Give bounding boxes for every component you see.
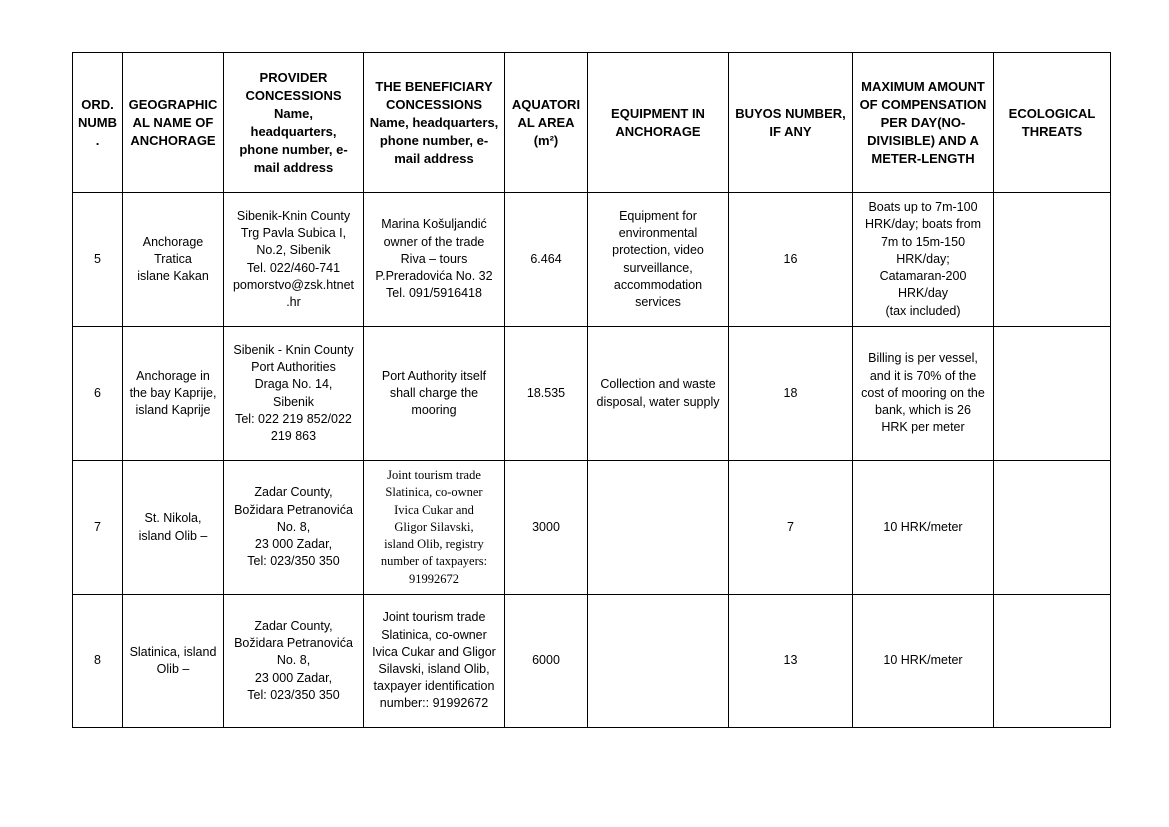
cell-text-line: ANCHORAGE: [130, 132, 216, 148]
cell-text-line: Gligor Silavski,: [394, 519, 474, 534]
cell-text-line: number of taxpayers:: [380, 554, 488, 569]
cell-text-line: OF COMPENSATION: [859, 96, 987, 112]
cell-max-compensation: [853, 193, 994, 327]
cell-text-line: MAXIMUM AMOUNT: [861, 78, 985, 94]
cell-text-line: Port Authority itself: [381, 368, 487, 383]
cell-text-line: (m²): [533, 132, 559, 148]
cell-text-line: Collection and waste: [600, 377, 716, 392]
cell-ord: 7: [73, 461, 123, 595]
cell-text-line: Božidara Petranovića: [234, 636, 353, 651]
cell-text-line: DIVISIBLE) AND A: [867, 132, 979, 148]
cell-text-line: HRK/day; boats from: [864, 217, 981, 232]
cell-name: [123, 327, 224, 461]
cell-text-line: Tel. 022/460-741: [246, 260, 341, 275]
cell-text-line: AQUATORI: [511, 96, 581, 112]
cell-area: 18.535: [505, 327, 588, 461]
cell-text-line: Slatinica, island: [129, 644, 217, 659]
header-max-compensation: [853, 53, 994, 193]
cell-text-line: and it is 70% of the: [869, 368, 977, 383]
cell-text-line: THREATS: [1021, 123, 1083, 139]
cell-area: 3000: [505, 461, 588, 595]
cell-text-line: islane Kakan: [137, 269, 209, 284]
cell-text-line: AL AREA: [517, 114, 575, 130]
cell-text-line: EQUIPMENT IN: [611, 105, 705, 121]
cell-max-compensation: [853, 461, 994, 595]
cell-text-line: mail address: [394, 150, 474, 166]
cell-name: [123, 595, 224, 728]
cell-text-line: ANCHORAGE: [615, 123, 701, 139]
cell-provider: [224, 595, 364, 728]
cell-text-line: Draga No. 14,: [254, 377, 333, 392]
cell-equipment: [588, 461, 729, 595]
cell-text-line: Ivica Cukar and Gligor: [372, 644, 496, 659]
header-row: [73, 53, 1111, 193]
cell-equipment: [588, 327, 729, 461]
cell-text-line: CONCESSIONS: [245, 87, 342, 103]
cell-text-line: number:: 91992672: [379, 696, 489, 711]
cell-text-line: St. Nikola,: [144, 511, 202, 526]
table-row: [73, 327, 1111, 461]
cell-text-line: HRK/day: [897, 286, 949, 301]
cell-text-line: 219 863: [270, 428, 317, 443]
header-ecological-threats: [994, 53, 1111, 193]
cell-text-line: Catamaran-200: [879, 269, 967, 284]
header-provider-concessions: [224, 53, 364, 193]
cell-text-line: disposal, water supply: [596, 394, 720, 409]
cell-text-line: mail address: [253, 159, 334, 175]
cell-text-line: 10 HRK/meter: [883, 653, 963, 668]
cell-text-line: (tax included): [885, 303, 961, 318]
cell-text-line: P.Preradovića No. 32: [375, 269, 493, 284]
cell-ord: 6: [73, 327, 123, 461]
cell-text-line: 10 HRK/meter: [883, 519, 963, 534]
cell-text-line: Billing is per vessel,: [868, 351, 978, 366]
cell-text-line: Anchorage: [142, 234, 204, 249]
cell-text-line: Olib –: [156, 662, 190, 676]
cell-text-line: island Olib, registry: [384, 537, 484, 552]
cell-text-line: surveillance,: [623, 260, 693, 275]
cell-text-line: Marina Košuljandić: [381, 217, 487, 232]
cell-text-line: Trg Pavla Subica I,: [240, 226, 347, 241]
cell-text-line: 91992672: [409, 571, 459, 586]
cell-text-line: Silavski, island Olib,: [378, 662, 490, 676]
cell-buoys: 16: [729, 193, 853, 327]
cell-text-line: NUMB: [78, 114, 117, 130]
cell-threats: [994, 327, 1111, 461]
cell-text-line: Zadar County,: [254, 485, 333, 500]
cell-text-line: METER-LENGTH: [871, 150, 975, 166]
cell-text-line: No. 8,: [276, 519, 311, 534]
cell-text-line: 23 000 Zadar,: [254, 670, 333, 685]
cell-text-line: Port Authorities: [251, 360, 336, 375]
cell-text-line: island Kaprije: [135, 403, 211, 418]
cell-text-line: IF ANY: [769, 123, 812, 139]
cell-text-line: pomorstvo@zsk.htnet: [232, 277, 355, 292]
cell-text-line: HRK per meter: [881, 420, 965, 435]
anchorage-concessions-table: [72, 52, 1111, 728]
cell-text-line: phone number, e-: [239, 141, 348, 157]
header-ord-number: [73, 53, 123, 193]
cell-text-line: Sibenik: [273, 394, 314, 409]
cell-text-line: .hr: [286, 294, 301, 309]
cell-text-line: Riva – tours: [400, 251, 468, 266]
cell-text-line: owner of the trade: [383, 234, 485, 249]
cell-text-line: Slatinica, co-owner: [385, 485, 483, 500]
cell-text-line: AL NAME OF: [132, 114, 214, 130]
cell-text-line: Boats up to 7m-100: [868, 200, 978, 215]
cell-threats: [994, 193, 1111, 327]
table-row: [73, 193, 1111, 327]
cell-beneficiary: [364, 595, 505, 728]
cell-text-line: PROVIDER: [259, 69, 328, 85]
cell-text-line: phone number, e-: [379, 132, 489, 148]
cell-provider: [224, 461, 364, 595]
cell-ord: 8: [73, 595, 123, 728]
cell-text-line: Sibenik-Knin County: [236, 208, 351, 223]
cell-text-line: Zadar County,: [254, 618, 333, 633]
cell-provider: [224, 327, 364, 461]
cell-text-line: protection, video: [612, 243, 704, 258]
cell-text-line: Joint tourism trade: [382, 610, 486, 625]
cell-text-line: 23 000 Zadar,: [254, 537, 333, 552]
cell-text-line: bank, which is 26: [875, 403, 971, 418]
cell-text-line: No. 8,: [276, 653, 311, 668]
cell-name: [123, 461, 224, 595]
cell-text-line: Joint tourism trade: [387, 468, 481, 483]
cell-max-compensation: [853, 327, 994, 461]
header-geographical-name: [123, 53, 224, 193]
cell-text-line: taxpayer identification: [373, 679, 495, 694]
cell-threats: [994, 461, 1111, 595]
cell-text-line: Tel. 091/5916418: [386, 286, 482, 301]
cell-text-line: Tratica: [154, 251, 192, 266]
cell-equipment: [588, 595, 729, 728]
cell-buoys: 7: [729, 461, 853, 595]
cell-text-line: the bay Kaprije,: [129, 385, 217, 400]
cell-text-line: environmental: [618, 226, 698, 241]
cell-beneficiary: [364, 327, 505, 461]
header-buoys-number: [729, 53, 853, 193]
cell-beneficiary: [364, 193, 505, 327]
cell-text-line: Name,: [273, 105, 314, 121]
cell-text-line: CONCESSIONS: [385, 96, 483, 112]
cell-text-line: PER DAY(NO-: [880, 114, 966, 130]
cell-text-line: Tel: 022 219 852/022: [235, 411, 352, 426]
cell-name: [123, 193, 224, 327]
cell-area: 6000: [505, 595, 588, 728]
cell-text-line: headquarters,: [250, 123, 337, 139]
cell-threats: [994, 595, 1111, 728]
cell-text-line: cost of mooring on the: [861, 385, 985, 400]
cell-text-line: Slatinica, co-owner: [381, 627, 487, 642]
cell-text-line: .: [95, 132, 100, 148]
cell-max-compensation: [853, 595, 994, 728]
cell-buoys: 18: [729, 327, 853, 461]
cell-text-line: THE BENEFICIARY: [375, 78, 493, 94]
cell-text-line: accommodation: [613, 277, 703, 292]
cell-text-line: HRK/day;: [896, 251, 950, 266]
cell-text-line: ORD.: [81, 96, 114, 112]
cell-beneficiary: [364, 461, 505, 595]
header-beneficiary-concessions: [364, 53, 505, 193]
cell-text-line: BUYOS NUMBER,: [735, 105, 846, 121]
cell-text-line: Ivica Cukar and: [394, 502, 474, 517]
cell-text-line: Sibenik - Knin County: [233, 342, 354, 357]
cell-ord: 5: [73, 193, 123, 327]
cell-text-line: services: [635, 294, 681, 309]
cell-provider: [224, 193, 364, 327]
cell-text-line: Equipment for: [619, 208, 697, 223]
cell-text-line: Tel: 023/350 350: [247, 554, 340, 569]
cell-text-line: No.2, Sibenik: [256, 243, 331, 258]
cell-text-line: ECOLOGICAL: [1008, 105, 1096, 121]
cell-text-line: island Olib –: [138, 528, 208, 543]
header-aquatorial-area: [505, 53, 588, 193]
cell-buoys: 13: [729, 595, 853, 728]
table-row: [73, 595, 1111, 728]
header-equipment: [588, 53, 729, 193]
cell-area: 6.464: [505, 193, 588, 327]
table-row: [73, 461, 1111, 595]
cell-text-line: GEOGRAPHIC: [128, 96, 218, 112]
cell-text-line: shall charge the: [389, 385, 479, 400]
cell-equipment: [588, 193, 729, 327]
cell-text-line: Tel: 023/350 350: [247, 687, 340, 702]
cell-text-line: Božidara Petranovića: [234, 502, 353, 517]
cell-text-line: 7m to 15m-150: [880, 234, 966, 249]
cell-text-line: Name, headquarters,: [369, 114, 499, 130]
cell-text-line: mooring: [411, 403, 457, 418]
cell-text-line: Anchorage in: [136, 368, 210, 383]
